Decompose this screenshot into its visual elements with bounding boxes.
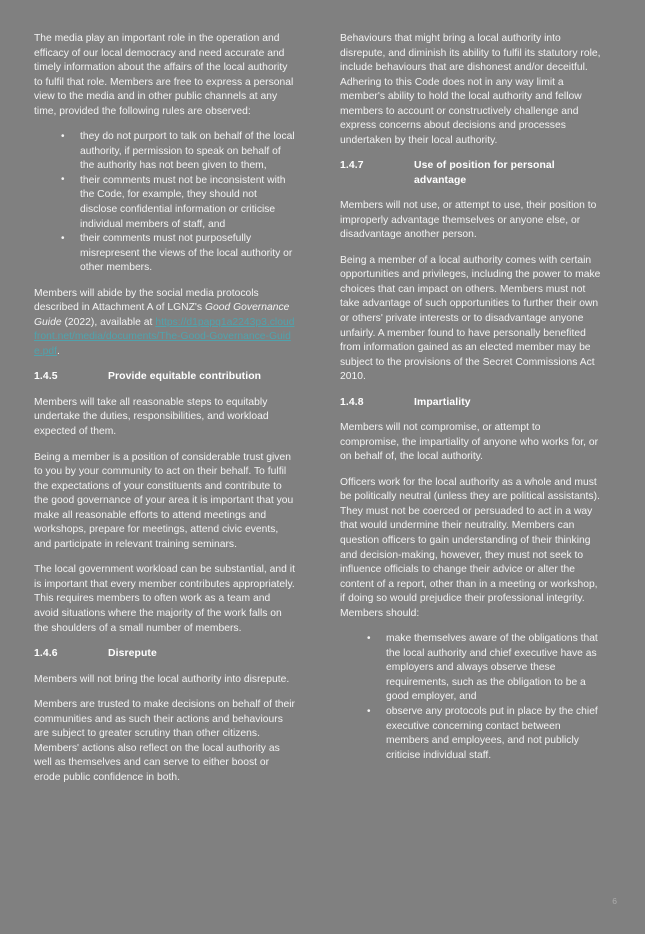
good-governance-guide-link[interactable]: https://d1papq1a2243p3.cloudfront.net/media/documents/The-Good-Governance-Guide.pdf	[34, 316, 295, 357]
section-146-paragraph-1: Members will not bring the local authority into disrepute.	[34, 673, 290, 685]
section-145-paragraph-2: Being a member is a position of considerable trust given to you by your community to act on their behalf. To fulfil the expectations of your constituents and contribute to the good governance of your area it is important that you make all reasonable efforts to attend meetings and workshops, prepare for meetings, attend civic events, and participate in relevant training seminars.	[34, 451, 294, 550]
list-item: • they do not purport to talk on behalf of the local authority, if permission to speak on behalf of the authority has not been given to them,	[34, 130, 296, 174]
section-number: 1.4.5	[34, 371, 58, 383]
section-title: Use of position for personal advantage	[414, 160, 555, 186]
section-title: Impartiality	[414, 396, 471, 408]
media-rules-list	[34, 130, 296, 275]
page-number: 6	[612, 896, 617, 906]
list-item: • make themselves aware of the obligations that the local authority and chief executive have as employers and always observe these requirements, such as the obligation to be a good employer, and	[340, 632, 602, 705]
section-heading-1-4-8	[340, 396, 602, 410]
two-column-layout	[0, 32, 645, 796]
good-governance-guide-title: Good Governance Guide	[34, 302, 290, 328]
media-intro-paragraph: The media play an important role in the operation and efficacy of our local democracy and need accurate and timely information about the affairs of the local authority to fulfil that role. Members are free to express a personal view to the media and in other public channels at any time, provided the following rules are observed:	[34, 33, 294, 117]
section-heading-1-4-5	[34, 370, 296, 384]
left-column	[34, 32, 296, 796]
section-heading-1-4-7	[340, 159, 602, 188]
section-title: Provide equitable contribution	[108, 371, 262, 383]
right-column	[340, 32, 602, 774]
social-media-text-part1: Members will abide by the social media protocols described in Attachment A of LGNZ's	[34, 287, 259, 314]
section-heading-1-4-6	[34, 647, 296, 661]
section-147-paragraph-1: Members will not use, or attempt to use, their position to improperly advantage themselves or anyone else, or disadvantage another person.	[340, 200, 597, 241]
list-item: • their comments must not be inconsistent with the Code, for example, they should not disclose confidential information or criticise individual members of staff, and	[34, 174, 296, 232]
section-title: Disrepute	[108, 648, 157, 660]
social-media-protocols-paragraph	[34, 287, 296, 360]
section-number: 1.4.6	[34, 648, 58, 660]
link-trailing-period: .	[57, 345, 60, 357]
section-number: 1.4.8	[340, 396, 364, 408]
section-148-paragraph-2: Officers work for the local authority as a whole and must be politically neutral (unless they are political assistants). They must not be coerced or persuaded to act in a way that would undermine their neutrality. Members can question officers to gain understanding of their thinking and decision-making, however, they must not seek to influence officials to change their advice or alter the content of a report, other than in a meeting or workshop, if doing so would prejudice their professional integrity. Members should:	[340, 476, 600, 619]
impartiality-obligations-list	[340, 632, 602, 763]
list-item: • observe any protocols put in place by the chief executive concerning contact between members and employees, and not publicly criticise individual staff.	[340, 705, 602, 763]
section-147-paragraph-2: Being a member of a local authority comes with certain opportunities and privileges, including the power to make choices that can impact on others. Members must not take advantage of such opportunities to further their own or others' private interests or to disadvantage anyone unfairly. A member found to have personally benefited from information gained as an elected member may be subject to the provisions of the Secret Commissions Act 2010.	[340, 254, 601, 383]
social-media-text-part2: (2022), available at	[61, 316, 156, 328]
section-number: 1.4.7	[340, 160, 364, 172]
list-item: • their comments must not purposefully misrepresent the views of the local authority or other members.	[34, 232, 296, 276]
section-148-paragraph-1: Members will not compromise, or attempt to compromise, the impartiality of anyone who works for, or on behalf of, the local authority.	[340, 422, 599, 463]
section-146-paragraph-2: Members are trusted to make decisions on behalf of their communities and as such their actions and behaviours are subject to greater scrutiny than other citizens. Members' actions also reflect on the local authority as well as themselves and can serve to either boost or erode public confidence in both.	[34, 699, 295, 783]
section-145-paragraph-3: The local government workload can be substantial, and it is important that every member contributes appropriately. This requires members to often work as a team and avoid situations where the majority of the work falls on the shoulders of a small number of members.	[34, 564, 295, 634]
section-145-paragraph-1: Members will take all reasonable steps to equitably undertake the duties, responsibilities, and workload expected of them.	[34, 396, 269, 437]
disrepute-continued-paragraph: Behaviours that might bring a local authority into disrepute, and diminish its ability to fulfil its statutory role, include behaviours that are dishonest and/or deceitful. Adhering to this Code does not in any way limit a member's ability to hold the local authority and fellow members to account or constructively challenge and express concerns about decisions and processes undertaken by their local authority.	[340, 33, 601, 146]
